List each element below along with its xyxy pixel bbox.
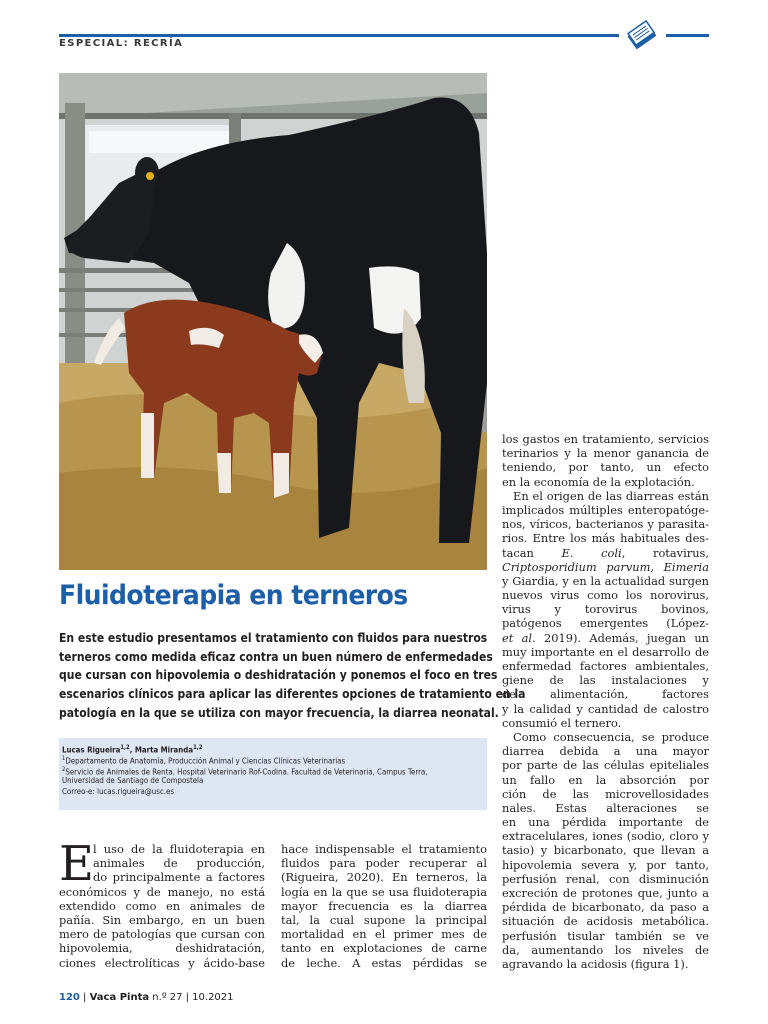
article-title: Fluidoterapia en terneros bbox=[59, 580, 408, 611]
magazine-name: Vaca Pinta bbox=[89, 992, 150, 1003]
body-line: En el origen de las diarreas están bbox=[513, 488, 709, 503]
body-line: ción de las microvellosidades bbox=[502, 786, 709, 801]
author-names: Lucas Rigueira$^{1,2}$, Marta Miranda$^{1,2}$ bbox=[62, 744, 203, 755]
body-line: pérdida de bicarbonato, da paso a bbox=[502, 900, 709, 915]
body-line: y Giardia, y en la actualidad surgen bbox=[502, 573, 709, 588]
body-column-2 bbox=[281, 842, 487, 970]
body-line: de leche. A estas pérdidas se bbox=[281, 955, 487, 970]
body-line: tanto en explotaciones de carne bbox=[281, 941, 487, 956]
body-line: implicados múltiples enteropatóge- bbox=[502, 502, 709, 517]
affiliation-3: Universidad de Santiago de Compostela bbox=[62, 776, 204, 785]
body-line: mortalidad en el primer mes de bbox=[281, 927, 487, 942]
body-line: da, aumentando los niveles de bbox=[502, 942, 709, 957]
body-line: et al. 2019). Además, juegan un bbox=[502, 630, 709, 645]
body-line: muy importante en el desarrollo de bbox=[502, 644, 709, 659]
body-line: económicos y de manejo, no está bbox=[59, 884, 265, 899]
body-line: tacan E. coli, rotavirus, bbox=[502, 545, 709, 560]
body-line: mero de patologías que cursan con bbox=[59, 927, 265, 942]
body-line: hipovolemia, deshidratación, bbox=[59, 941, 265, 956]
intro-line: que cursan con hipovolemia o deshidratación y ponemos el foco en tres bbox=[59, 668, 498, 683]
body-line: en una pérdida importante de bbox=[502, 815, 709, 830]
body-line: perfusión renal, con disminución bbox=[502, 871, 709, 886]
intro-line: terneros como medida eficaz contra un buen número de enfermedades bbox=[59, 649, 493, 664]
body-line: rios. Entre los más habituales des- bbox=[502, 531, 709, 546]
body-line: situación de acidosis metabólica. bbox=[502, 914, 709, 929]
body-line: en la economía de la explotación. bbox=[502, 474, 695, 489]
body-line: nos, víricos, bacterianos y parasita- bbox=[502, 517, 709, 532]
header-rule bbox=[59, 34, 619, 37]
body-line: excreción de protones que, junto a bbox=[502, 886, 709, 900]
affiliation-1: $^1$Departamento de Anatomía, Producción Animal y Ciencias Clínicas Veterinarias bbox=[62, 755, 346, 766]
body-line: de alimentación, factores bbox=[502, 687, 709, 702]
body-line: Como consecuencia, se produce bbox=[513, 729, 709, 744]
body-line: l uso de la fluidoterapia en bbox=[93, 842, 265, 856]
body-line: extracelulares, iones (sodio, cloro y bbox=[502, 829, 709, 844]
body-line: virus y torovirus bovinos, bbox=[502, 602, 709, 617]
body-column-3 bbox=[502, 432, 709, 971]
body-line: diarrea debida a una mayor bbox=[502, 744, 709, 759]
body-line: ciones electrolíticas y ácido-base bbox=[59, 955, 265, 970]
body-column-1a bbox=[93, 842, 265, 885]
header-rule-right bbox=[666, 34, 709, 37]
cow-and-calf-photo bbox=[59, 73, 487, 570]
body-line: y la calidad y cantidad de calostro bbox=[502, 701, 709, 716]
body-line: do principalmente a factores bbox=[93, 870, 265, 885]
intro-line: patología en la que se utiliza con mayor frecuencia, la diarrea neonatal. bbox=[59, 705, 499, 720]
body-line: nales. Estas alteraciones se bbox=[502, 800, 709, 815]
body-line: consumió el ternero. bbox=[502, 715, 622, 730]
body-line: extendido como en animales de bbox=[59, 898, 265, 913]
body-line: hipovolemia severa y, por tanto, bbox=[502, 857, 709, 872]
body-line: los gastos en tratamiento, servicios bbox=[502, 432, 709, 446]
body-line: un fallo en la absorción por bbox=[502, 772, 709, 787]
body-line: mayor frecuencia es la diarrea bbox=[281, 898, 487, 913]
body-line: nuevos virus como los norovirus, bbox=[502, 588, 709, 603]
body-line: teniendo, por tanto, un efecto bbox=[502, 460, 709, 475]
body-line: fluidos para poder recuperar al bbox=[281, 856, 487, 871]
book-icon bbox=[622, 18, 662, 54]
body-line: agravando la acidosis (figura 1). bbox=[502, 956, 689, 971]
body-line: logía en la que se usa fluidoterapia bbox=[281, 884, 487, 899]
page-footer: 120 | Vaca Pinta n.º 27 | 10.2021 bbox=[59, 992, 234, 1003]
body-line: pañía. Sin embargo, en un buen bbox=[59, 912, 265, 927]
body-column-1b bbox=[59, 885, 265, 970]
body-line: (Rigueira, 2020). En terneros, la bbox=[281, 870, 487, 885]
body-line: terinarios y la menor ganancia de bbox=[502, 446, 709, 461]
intro-line: En este estudio presentamos el tratamiento con fluidos para nuestros bbox=[59, 631, 488, 645]
body-line: patógenos emergentes (López- bbox=[502, 616, 709, 631]
body-line: giene de las instalaciones y bbox=[502, 673, 709, 688]
intro-line: escenarios clínicos para aplicar las diferentes opciones de tratamiento en la bbox=[59, 687, 526, 702]
affiliation-2: $^2$Servicio de Animales de Renta. Hospital Veterinario Rof-Codina. Facultad de Veterinaria, Campus Terra, bbox=[62, 766, 428, 777]
section-label: ESPECIAL: RECRÍA bbox=[59, 38, 184, 49]
issue-info: n.º 27 | 10.2021 bbox=[149, 992, 234, 1003]
author-email[interactable]: Correo-e: lucas.rigueira@usc.es bbox=[62, 787, 175, 796]
body-line: tasio) y bicarbonato, que llevan a bbox=[502, 843, 709, 858]
body-line: Criptosporidium parvum, Eimeria bbox=[502, 559, 709, 574]
body-line: animales de producción, bbox=[93, 856, 265, 871]
body-line: enfermedad factores ambientales, bbox=[502, 659, 709, 673]
body-line: hace indispensable el tratamiento bbox=[281, 842, 487, 856]
body-line: por parte de las células epiteliales bbox=[502, 758, 709, 773]
body-line: perfusión tisular también se ve bbox=[502, 928, 709, 943]
drop-cap: E bbox=[59, 836, 95, 892]
article-intro bbox=[59, 629, 526, 723]
body-line: tal, la cual supone la principal bbox=[281, 912, 487, 927]
page-number: 120 bbox=[59, 992, 80, 1003]
